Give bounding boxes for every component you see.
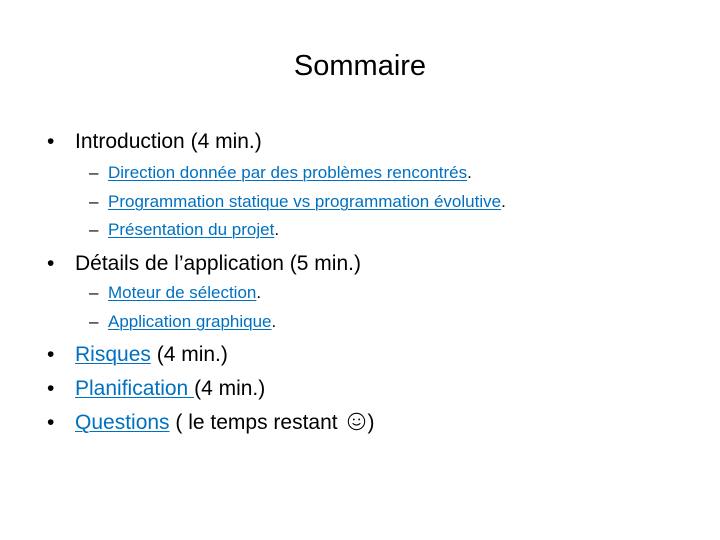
bullet-text-part: Détails de l’application (5 min.) [75, 252, 361, 275]
sub-item-period: . [271, 312, 277, 331]
sub-item-link[interactable]: Présentation du projet [108, 220, 275, 239]
dash-icon: – [89, 163, 99, 182]
bullet-text-part: ( le temps restant [169, 411, 344, 434]
smiley-face-icon [347, 412, 366, 438]
sub-item-text [108, 282, 261, 304]
bullet-icon: • [47, 411, 55, 434]
sub-item-period: . [501, 192, 506, 211]
bullet-icon: • [47, 130, 55, 153]
bullet-icon: • [47, 377, 55, 400]
sub-item-link[interactable]: Direction donnée par des problèmes rencontrés [108, 163, 468, 182]
sub-item-text [108, 311, 276, 333]
bullet-text [75, 129, 262, 155]
sub-item-period: . [274, 220, 280, 239]
sub-item-text [108, 219, 279, 241]
sub-item-text [108, 162, 472, 184]
bullet-text-part: Introduction (4 min.) [75, 130, 262, 153]
sub-item-period: . [256, 283, 262, 302]
sub-item-link[interactable]: Programmation statique vs programmation évolutive [108, 192, 502, 211]
dash-icon: – [89, 312, 99, 331]
bullet-icon: • [47, 252, 55, 275]
bullet-text-part: ) [367, 411, 375, 434]
dash-icon: – [89, 283, 99, 302]
dash-icon: – [89, 192, 99, 211]
sub-item-link[interactable]: Moteur de sélection [108, 283, 257, 302]
sub-item-text [108, 191, 506, 213]
dash-icon: – [89, 220, 99, 239]
questions-link[interactable]: Questions [75, 411, 170, 434]
bullet-text-part: (4 min.) [150, 343, 228, 366]
bullet-text [75, 376, 265, 402]
bullet-text-part: (4 min.) [194, 377, 266, 400]
sub-item-link[interactable]: Application graphique [108, 312, 272, 331]
sub-item-period: . [467, 163, 472, 182]
bullet-text [75, 342, 228, 368]
risques-link[interactable]: Risques [75, 343, 151, 366]
bullet-text [75, 251, 361, 277]
planification-link[interactable]: Planification [75, 377, 195, 400]
bullet-text [75, 410, 374, 438]
bullet-icon: • [47, 343, 55, 366]
slide-title: Sommaire [293, 50, 427, 82]
